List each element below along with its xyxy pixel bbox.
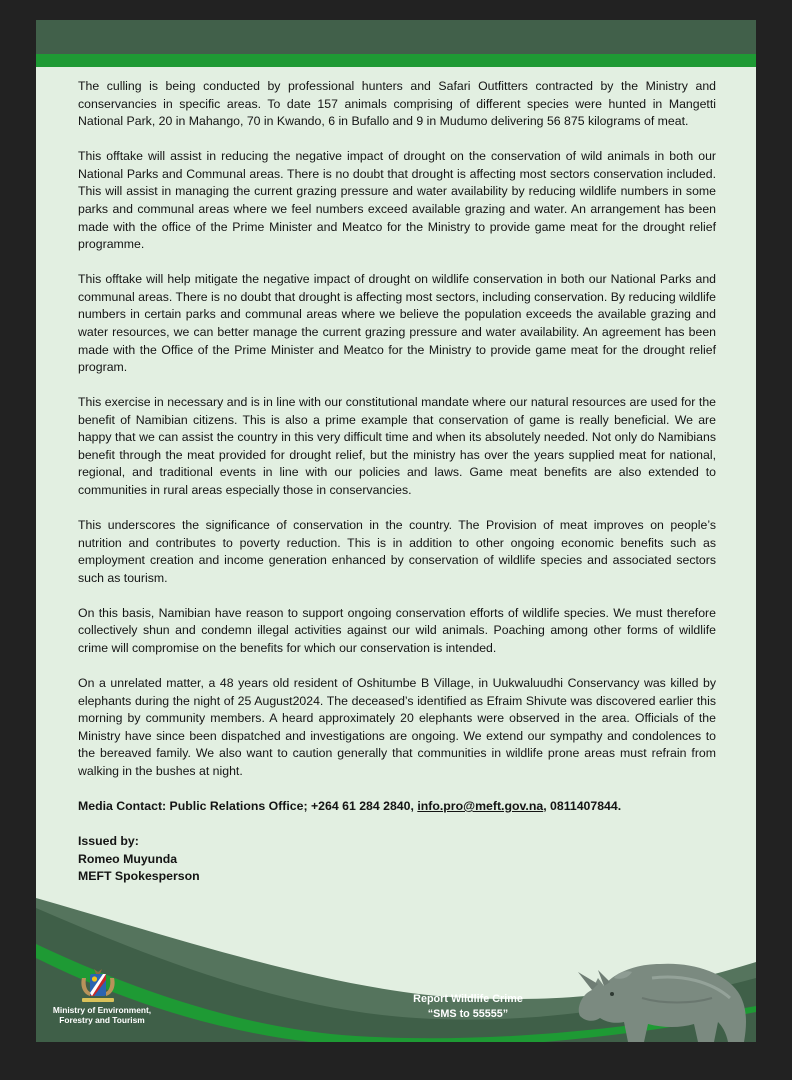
paragraph-support-conservation: On this basis, Namibian have reason to support ongoing conservation efforts of wildlife species. We must therefore collectively shun and condemn illegal activities against our wild animals. Poaching among other forms of wildlife crime will compromise on the benefits for which our conservation is intended.: [78, 605, 716, 655]
issued-by-label: Issued by:: [78, 834, 139, 849]
header-band: [36, 20, 756, 54]
report-line2: “SMS to 55555”: [427, 1008, 509, 1020]
spokesperson-name: Romeo Muyunda: [78, 851, 178, 866]
report-line1: Report Wildlife Crime: [413, 993, 523, 1005]
media-contact-suffix: , 0811407844.: [543, 798, 622, 813]
rhino-illustration: [552, 938, 756, 1042]
press-release-page: [36, 20, 756, 1042]
press-release-body: [78, 78, 716, 885]
paragraph-offtake-assist: This offtake will assist in reducing the negative impact of drought on the conservation of wild animals in both our National Parks and Communal areas. There is no doubt that drought is affecting most sectors conservation included. This will assist in managing the current grazing pressure and water availability by reducing wildlife numbers in some parks and communal areas where we feel numbers exceed available grazing and water. An arrangement has been made with the office of the Prime Minister and Meatco for the Ministry to provide game meat for the drought relief programme.: [78, 149, 716, 252]
media-contact-prefix: Media Contact: Public Relations Office; +264 61 284 2840,: [78, 798, 418, 813]
ministry-name-line1: Ministry of Environment,: [52, 1005, 152, 1015]
namibia-coat-of-arms-icon: [74, 966, 122, 1006]
paragraph-culling: The culling is being conducted by professional hunters and Safari Outfitters contracted by the Ministry and conservancies in specific areas. To date 157 animals comprising of different species were hunted in Mangetti National Park, 20 in Mahango, 70 in Kwando, 6 in Bufallo and 9 in Mudumo delivering 56 875 kilograms of meat.: [78, 79, 716, 129]
header-stripe: [36, 54, 756, 67]
report-wildlife-crime: [398, 992, 538, 1022]
paragraph-offtake-mitigate: This offtake will help mitigate the negative impact of drought on wildlife conservation in both our National Parks and communal areas. There is no doubt that drought is affecting most sectors, including conservation. By reducing wildlife numbers in certain parks and communal areas where we believe the population exceeds the available grazing and water resources, we can better manage the current grazing pressure and water availability. An agreement has been made with the Office of the Prime Minister and Meatco for the Ministry to provide game meat for the drought relief program.: [78, 272, 716, 375]
issued-by-block: [78, 833, 716, 885]
paragraph-constitutional-mandate: This exercise in necessary and is in line with our constitutional mandate where our natural resources are used for the benefit of Namibian citizens. This is also a prime example that conservation of game is really beneficial. We are happy that we can assist the country in this very difficult time and when its absolutely needed. Not only do Namibians benefit through the meat provided for drought relief, but the ministry has over the years supplied meat for national, regional, and traditional events in line with our policies and laws. Game meat benefits are also extended to communities in rural areas especially those in conservancies.: [78, 395, 716, 498]
paragraph-significance: This underscores the significance of conservation in the country. The Provision of meat improves on people’s nutrition and contributes to poverty reduction. This is in addition to other ongoing economic benefits such as employment creation and income generation enhanced by conservation of wildlife species and associated sectors such as tourism.: [78, 518, 716, 585]
ministry-name-line2: Forestry and Tourism: [59, 1015, 145, 1025]
email-link[interactable]: info.pro@meft.gov.na: [417, 798, 544, 813]
ministry-name: [50, 1005, 154, 1025]
spokesperson-title: MEFT Spokesperson: [78, 868, 200, 883]
media-contact: [78, 798, 716, 816]
paragraph-unrelated-matter: On a unrelated matter, a 48 years old resident of Oshitumbe B Village, in Uukwaluudhi Conservancy was killed by elephants during the night of 25 August2024. The deceased’s identified as Efraim Shivute was discovered earlier this morning by community members. A heard approximately 20 elephants were observed in the area. Officials of the Ministry have since been dispatched and investigations are ongoing. We extend our sympathy and condolences to the bereaved family. We also want to caution generally that communities in wildlife prone areas must refrain from walking in the bushes at night.: [78, 675, 716, 778]
